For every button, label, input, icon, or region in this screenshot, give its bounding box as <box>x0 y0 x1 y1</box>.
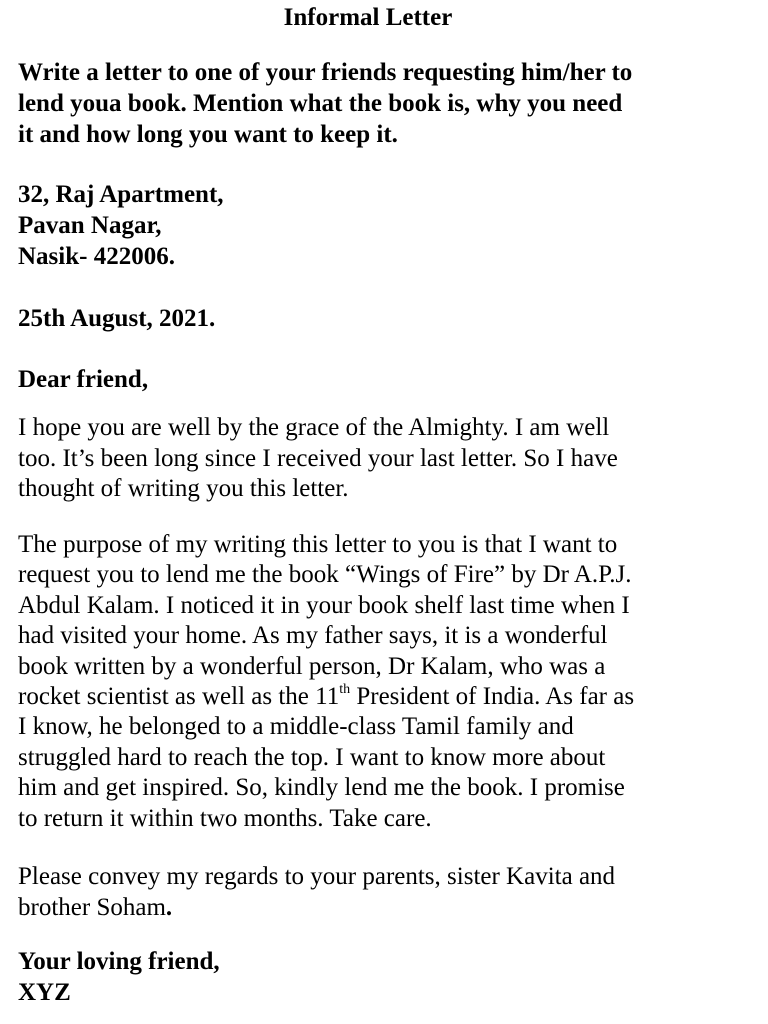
body-paragraph-3 <box>18 862 615 923</box>
letter-date: 25th August, 2021. <box>18 305 216 332</box>
paragraph-line: Please convey my regards to your parents, sister Kavita and <box>18 863 616 890</box>
paragraph-line: him and get inspired. So, kindly lend me the book. I promise <box>18 774 625 802</box>
body-paragraph-1 <box>18 413 618 505</box>
line-period: . <box>165 893 173 921</box>
signature-name: XYZ <box>18 978 71 1006</box>
paragraph-line: book written by a wonderful person, Dr Kalam, who was a <box>18 652 606 680</box>
sender-address <box>18 179 224 272</box>
paragraph-line: I hope you are well by the grace of the Almighty. I am well <box>18 414 610 441</box>
paragraph-line: had visited your home. As my father says, it is a wonderful <box>18 622 608 650</box>
line-text: President of India. As far as <box>350 683 635 711</box>
document-title: Informal Letter <box>283 4 453 31</box>
closing-line: Your loving friend, <box>18 948 220 975</box>
salutation: Dear friend, <box>18 366 149 393</box>
address-line: 32, Raj Apartment, <box>18 181 224 208</box>
paragraph-line: struggled hard to reach the top. I want to know more about <box>18 743 606 771</box>
body-paragraph-2 <box>18 530 634 834</box>
paragraph-line <box>18 893 615 924</box>
task-line: it and how long you want to keep it. <box>18 121 398 148</box>
address-line: Pavan Nagar, <box>18 212 162 239</box>
paragraph-line: I know, he belonged to a middle-class Tamil family and <box>18 713 574 741</box>
task-line: Write a letter to one of your friends requesting him/her to <box>18 59 633 86</box>
paragraph-line <box>18 682 634 712</box>
paragraph-line: request you to lend me the book “Wings of Fire” by Dr A.P.J. <box>18 561 632 589</box>
ordinal-superscript: th <box>339 682 351 698</box>
closing-signature <box>18 947 220 1008</box>
paragraph-line: to return it within two months. Take care. <box>18 804 432 832</box>
line-text: rocket scientist as well as the 11 <box>18 683 340 711</box>
address-line: Nasik- 422006. <box>18 243 175 270</box>
paragraph-line: too. It’s been long since I received your last letter. So I have <box>18 444 618 472</box>
paragraph-line: thought of writing you this letter. <box>18 475 349 502</box>
task-prompt <box>18 57 632 150</box>
line-text: brother Soham <box>18 893 166 921</box>
paragraph-line: Abdul Kalam. I noticed it in your book shelf last time when I <box>18 591 630 619</box>
paragraph-line: The purpose of my writing this letter to you is that I want to <box>18 531 618 558</box>
task-line: lend youa book. Mention what the book is, why you need <box>18 90 623 117</box>
